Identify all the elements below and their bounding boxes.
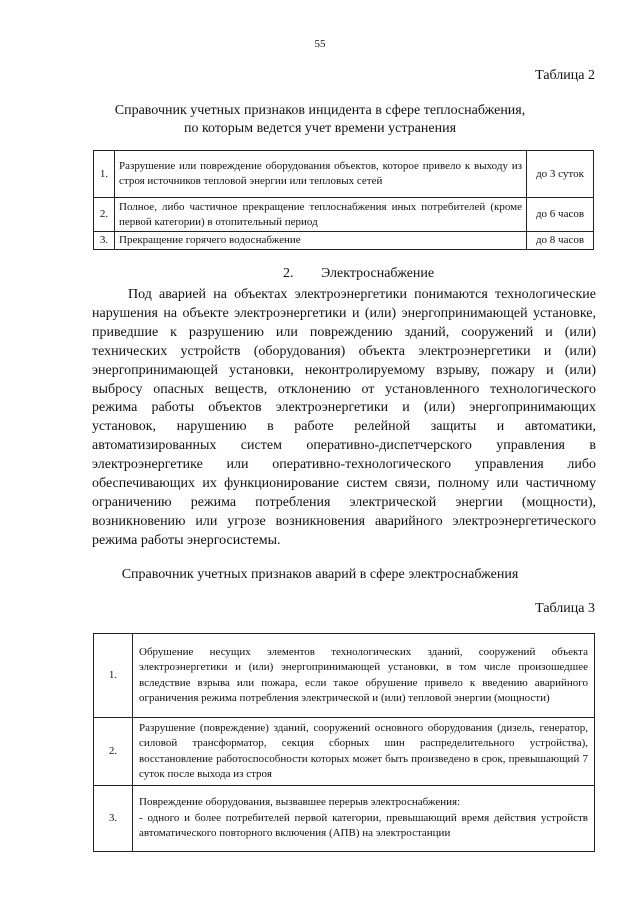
table-3-caption: Справочник учетных признаков аварий в сфере электроснабжения: [121, 567, 519, 582]
table-2-caption-line-1: Справочник учетных признаков инцидента в сфере теплоснабжения,: [114, 103, 526, 118]
page-number: 55: [314, 38, 326, 50]
row-description: Полное, либо частичное прекращение теплоснабжения иных потребителей (кроме первой категории) в отопительный период: [115, 198, 527, 232]
table-row: [94, 151, 594, 198]
section-number: 2.: [283, 266, 294, 281]
table-2: [93, 150, 594, 250]
table-2-caption: [40, 102, 600, 138]
row-description: [133, 786, 595, 852]
row-number: 3.: [94, 786, 133, 852]
row-duration: до 8 часов: [527, 232, 594, 250]
row-description: Прекращение горячего водоснабжение: [115, 232, 527, 250]
table-row: [94, 232, 594, 250]
row-number: 3.: [94, 232, 115, 250]
row-duration: до 3 суток: [527, 151, 594, 198]
row-number: 2.: [94, 718, 133, 786]
table-row: [94, 198, 594, 232]
table-3-label: Таблица 3: [535, 601, 595, 616]
row-description-line-1: Повреждение оборудования, вызвавшее перерыв электроснабжения:: [139, 796, 461, 809]
section-title: Электроснабжение: [321, 266, 435, 281]
row-description: Разрушение или повреждение оборудования объектов, которое привело к выходу из строя источников тепловой энергии или тепловых сетей: [115, 151, 527, 198]
table-row: [94, 634, 595, 718]
section-heading: [283, 266, 434, 282]
table-row: [94, 718, 595, 786]
row-number: 1.: [94, 634, 133, 718]
row-description-line-2: - одного и более потребителей первой категории, превышающий время действия устройств автоматического повторного включения (АПВ) на электростанции: [139, 811, 588, 840]
row-description: Обрушение несущих элементов технологических зданий, сооружений объекта электроэнергетики и (или) энергопринимающей установки, в том числе произошедшее вследствие взрыва или пожара, если такое обрушение привело к введению аварийного ограничения режима потребления электрической и (или) тепловой энергии (мощности): [133, 634, 595, 718]
table-3: [93, 633, 595, 852]
table-row: [94, 786, 595, 852]
table-2-label: Таблица 2: [535, 68, 595, 83]
row-number: 2.: [94, 198, 115, 232]
row-duration: до 6 часов: [527, 198, 594, 232]
table-2-caption-line-2: по которым ведется учет времени устранения: [183, 121, 457, 136]
body-paragraph: Под аварией на объектах электроэнергетики понимаются технологические нарушения на объекте электроэнергетики и (или) энергопринимающей установке, приведшие к разрушению или повреждению зданий, сооружений и (или) технических устройств (оборудования) объекта электроэнергетики и (или) энергопринимающей установки, неконтролируемому взрыву, пожару и (или) выбросу опасных веществ, отклонению от установленного технологического режима работы объектов электроэнергетики и (или) энергопринимающих установок, нарушению в работе релейной защиты и автоматики, автоматизированных систем оперативно-диспетчерского управления в электроэнергетике или оперативно-технологического управления либо обеспечивающих их функционирование систем связи, полному или частичному ограничению режима потребления электрической энергии (мощности), возникновению или угрозе возникновения аварийного электроэнергетического режима работы энергосистемы.: [92, 287, 596, 548]
row-description: Разрушение (повреждение) зданий, сооружений основного оборудования (дизель, генератор, силовой трансформатор, секция сборных шин распределительного устройства), восстановление работоспособности которых может быть произведено в срок, превышающий 7 суток после выхода из строя: [133, 718, 595, 786]
row-number: 1.: [94, 151, 115, 198]
